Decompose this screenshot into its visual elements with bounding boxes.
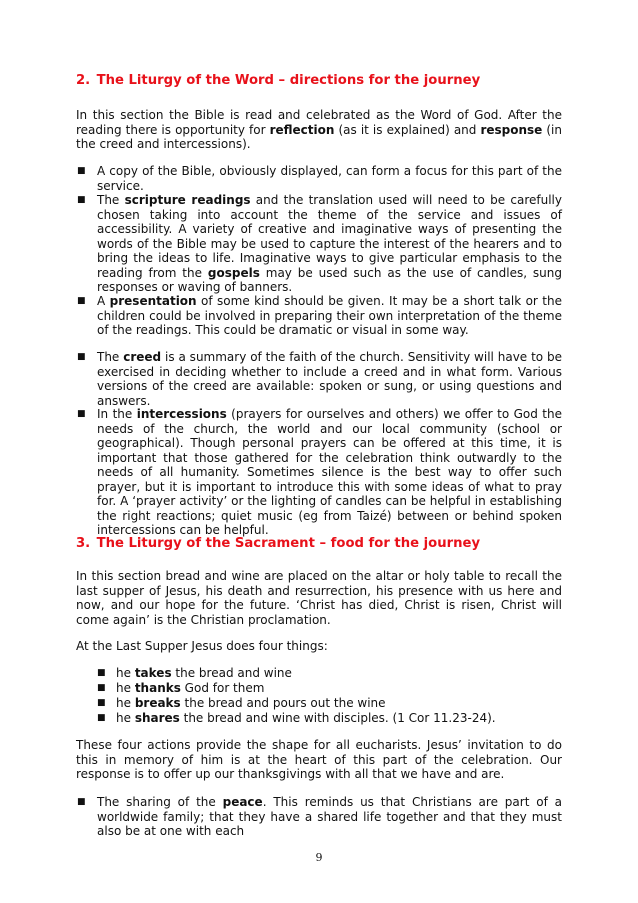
bold-term: shares <box>134 711 180 725</box>
page-number: 9 <box>315 851 323 864</box>
text-run: the bread and pours out the wine <box>180 696 386 710</box>
text-run: (in the creed and intercessions). <box>76 122 562 151</box>
list-item <box>76 193 562 295</box>
text-run: In this section bread and wine are placed on the altar or holy table to recall the last supper of Jesus, his death and resurrection, his presence with us here and now, and our hope for the future. ‘Christ has died, Christ is risen, Christ will come again’ is the Christian proclamation. <box>76 569 562 627</box>
text-run: A <box>97 294 110 308</box>
bullet-marker-icon: ■ <box>77 296 86 306</box>
text-run: (prayers for ourselves and others) we offer to God the needs of the church, the world and our local community (school or geographical). Though personal prayers can be offered at this time, it is important that those gathered for the celebration think outwardly to the needs of all humanity. Sometimes silence is the best way to offer such prayer, but it is important to introduce this with some ideas of what to pray for. A ‘prayer activity’ or the lighting of candles can be helpful in establishing the right reactions; quiet music (eg from Taizé) between or behind spoken intercessions can be helpful. <box>97 407 562 537</box>
section-2-heading <box>76 73 480 89</box>
bullet-marker-icon: ■ <box>97 698 106 708</box>
list-item <box>76 681 562 696</box>
bullet-marker-icon: ■ <box>97 683 106 693</box>
text-run: the bread and wine <box>171 666 292 680</box>
text-run: In the <box>97 407 137 421</box>
text-run: he <box>116 681 135 695</box>
bold-term: scripture readings <box>124 193 251 207</box>
section-3-intro <box>76 569 562 627</box>
bold-term: breaks <box>134 696 181 710</box>
text-run: In this section the Bible is read and celebrated as the Word of God. After the reading there is opportunity for <box>76 108 562 137</box>
text-run: (as it is explained) and <box>334 122 481 137</box>
text-run: he <box>116 696 135 710</box>
section-2-intro <box>76 108 562 152</box>
bold-term: thanks <box>134 681 181 695</box>
text-run: The <box>97 193 125 207</box>
bullet-marker-icon: ■ <box>77 195 86 205</box>
text-run: A copy of the Bible, obviously displayed, can form a focus for this part of the service. <box>97 164 562 193</box>
text-run: The sharing of the <box>97 795 223 809</box>
list-item <box>76 795 562 839</box>
bullet-marker-icon: ■ <box>77 409 86 419</box>
text-run: of some kind should be given. It may be a short talk or the children could be involved in preparing their own interpretation of the theme of the readings. This could be dramatic or visual in some way. <box>97 294 562 337</box>
bullet-marker-icon: ■ <box>77 797 86 807</box>
bold-term: reflection <box>269 122 335 137</box>
section-3-lead <box>76 639 562 654</box>
list-item <box>76 294 562 338</box>
text-run: The <box>97 350 124 364</box>
list-item <box>76 407 562 538</box>
bold-term: intercessions <box>136 407 227 421</box>
bold-term: takes <box>134 666 172 680</box>
list-item <box>76 164 562 193</box>
section-3-heading <box>76 536 480 552</box>
bold-term: presentation <box>109 294 197 308</box>
list-item <box>76 666 562 681</box>
section-3-title: The Liturgy of the Sacrament – food for the journey <box>96 536 481 551</box>
text-run: These four actions provide the shape for all eucharists. Jesus’ invitation to do this in memory of him is at the heart of this part of the celebration. Our response is to offer up our thanksgivings with all that we have and are. <box>76 738 562 781</box>
bullet-marker-icon: ■ <box>77 352 86 362</box>
text-run: . This reminds us that Christians are part of a worldwide family; that they have a shared life together and that they must also be at one with each <box>97 795 562 838</box>
text-run: he <box>116 666 135 680</box>
bold-term: creed <box>123 350 162 364</box>
section-2-number: 2. <box>76 73 91 88</box>
bullet-marker-icon: ■ <box>97 668 106 678</box>
bullet-marker-icon: ■ <box>97 713 106 723</box>
bold-term: response <box>480 122 543 137</box>
section-2-title: The Liturgy of the Word – directions for the journey <box>96 73 481 88</box>
text-run: is a summary of the faith of the church. Sensitivity will have to be exercised in deciding whether to include a creed and in what form. Various versions of the creed are available: spoken or sung, or using questions and answers. <box>97 350 562 408</box>
list-item <box>76 696 562 711</box>
list-item <box>76 711 562 726</box>
text-run: the bread and wine with disciples. (1 Cor 11.23-24). <box>179 711 496 725</box>
text-run: At the Last Supper Jesus does four things: <box>76 639 328 653</box>
bullet-marker-icon: ■ <box>77 166 86 176</box>
text-run: God for them <box>180 681 265 695</box>
text-run: he <box>116 711 135 725</box>
text-run: and the translation used will need to be carefully chosen taking into account the theme of the service and issues of accessibility. A variety of creative and imaginative ways of presenting the words of the Bible may be used to capture the interest of the hearers and to bring the ideas to life. Imaginative ways to give particular emphasis to the reading from the <box>97 193 562 280</box>
bold-term: gospels <box>207 265 260 280</box>
list-item <box>76 350 562 408</box>
bold-term: peace <box>222 795 263 809</box>
text-run: may be used such as the use of candles, sung responses or waving of banners. <box>97 265 562 294</box>
section-3-after <box>76 738 562 782</box>
section-3-number: 3. <box>76 536 91 551</box>
